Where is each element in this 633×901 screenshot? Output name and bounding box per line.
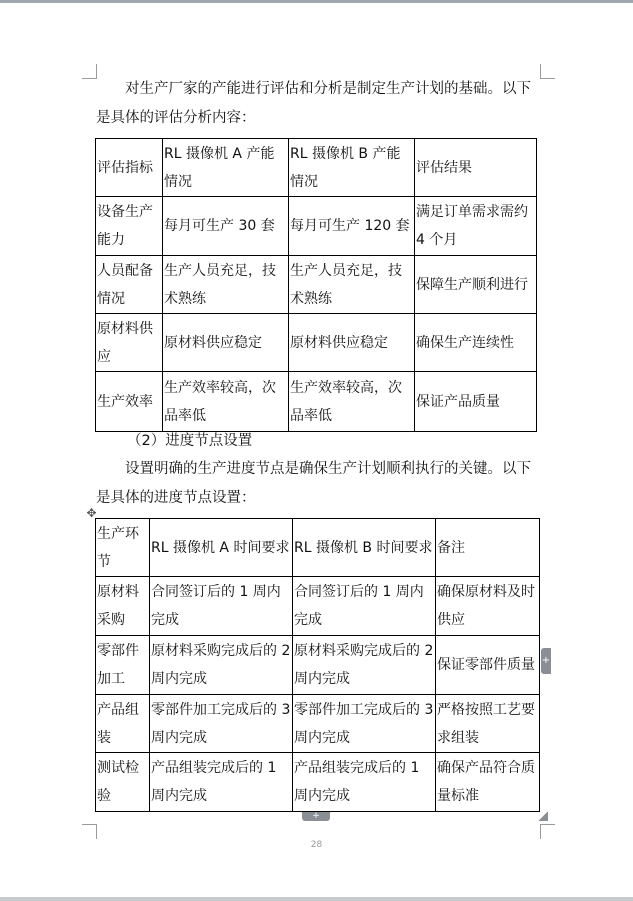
margin-corner-top-right (540, 64, 555, 79)
table-cell[interactable]: 生产人员充足，技术熟练 (163, 256, 289, 314)
table-cell[interactable]: 合同签订后的 1 周内完成 (150, 577, 293, 636)
table-cell[interactable]: 原材料采购完成后的 2 周内完成 (150, 636, 293, 695)
table-cell[interactable]: 零部件加工 (96, 636, 150, 695)
header-cell[interactable]: RL 摄像机 B 产能情况 (289, 139, 415, 197)
intro-paragraph: 对生产厂家的产能进行评估和分析是制定生产计划的基础。以下是具体的评估分析内容： (96, 81, 531, 126)
table-row (96, 197, 537, 256)
table-row (96, 314, 537, 372)
add-row-button[interactable]: + (302, 812, 330, 821)
table-cell[interactable]: 确保原材料及时供应 (436, 577, 540, 636)
table-row (96, 695, 540, 753)
table-row (96, 636, 540, 695)
table-cell[interactable]: 测试检验 (96, 753, 150, 812)
table-cell[interactable]: 保证零部件质量 (436, 636, 540, 695)
table-resize-handle-icon[interactable] (539, 812, 548, 821)
margin-corner-bottom-right (540, 824, 555, 839)
table-row (96, 372, 537, 432)
table-row (96, 256, 537, 314)
table-cell[interactable]: 原材料供应稳定 (289, 314, 415, 372)
bottom-window-edge (0, 897, 633, 901)
header-cell[interactable]: 生产环节 (96, 519, 150, 577)
header-cell[interactable]: RL 摄像机 B 时间要求 (293, 519, 436, 577)
table-cell[interactable]: 严格按照工艺要求组装 (436, 695, 540, 753)
table-cell[interactable]: 原材料供应 (96, 314, 163, 372)
table-cell[interactable]: 产品组装 (96, 695, 150, 753)
header-cell[interactable]: 备注 (436, 519, 540, 577)
table-cell[interactable]: 保障生产顺利进行 (415, 256, 537, 314)
table-cell[interactable]: 每月可生产 120 套 (289, 197, 415, 256)
table-row (96, 577, 540, 636)
table-cell[interactable]: 保证产品质量 (415, 372, 537, 432)
table-cell[interactable]: 每月可生产 30 套 (163, 197, 289, 256)
table-row (96, 753, 540, 812)
table-cell[interactable]: 人员配备情况 (96, 256, 163, 314)
capacity-table (95, 138, 537, 432)
margin-corner-bottom-left (82, 824, 97, 839)
table-cell[interactable]: 零部件加工完成后的 3 周内完成 (150, 695, 293, 753)
top-window-edge (0, 0, 633, 3)
table-cell[interactable]: 生产效率 (96, 372, 163, 432)
table-row (96, 519, 540, 577)
table-cell[interactable]: 原材料供应稳定 (163, 314, 289, 372)
schedule-paragraph: 设置明确的生产进度节点是确保生产计划顺利执行的关键。以下是具体的进度节点设置： (96, 461, 531, 506)
header-cell[interactable]: RL 摄像机 A 产能情况 (163, 139, 289, 197)
table-cell[interactable]: 确保生产连续性 (415, 314, 537, 372)
table-cell[interactable]: 生产人员充足，技术熟练 (289, 256, 415, 314)
section-heading: （2）进度节点设置 (127, 433, 253, 449)
table-row (96, 139, 537, 197)
table-cell[interactable]: 零部件加工完成后的 3 周内完成 (293, 695, 436, 753)
page-number: 28 (310, 840, 323, 850)
table-cell[interactable]: 产品组装完成后的 1 周内完成 (293, 753, 436, 812)
table-cell[interactable]: 原材料采购 (96, 577, 150, 636)
header-cell[interactable]: 评估指标 (96, 139, 163, 197)
table-cell[interactable]: 合同签订后的 1 周内完成 (293, 577, 436, 636)
header-cell[interactable]: 评估结果 (415, 139, 537, 197)
table-cell[interactable]: 设备生产能力 (96, 197, 163, 256)
table-cell[interactable]: 生产效率较高，次品率低 (289, 372, 415, 432)
schedule-table (95, 518, 540, 812)
add-column-button[interactable]: + (541, 648, 551, 674)
table-cell[interactable]: 确保产品符合质量标准 (436, 753, 540, 812)
table-cell[interactable]: 产品组装完成后的 1 周内完成 (150, 753, 293, 812)
table-cell[interactable]: 满足订单需求需约 4 个月 (415, 197, 537, 256)
table-cell[interactable]: 生产效率较高，次品率低 (163, 372, 289, 432)
table-move-handle-icon[interactable]: ✥ (86, 506, 97, 520)
table-cell[interactable]: 原材料采购完成后的 2 周内完成 (293, 636, 436, 695)
margin-corner-top-left (82, 64, 97, 79)
header-cell[interactable]: RL 摄像机 A 时间要求 (150, 519, 293, 577)
